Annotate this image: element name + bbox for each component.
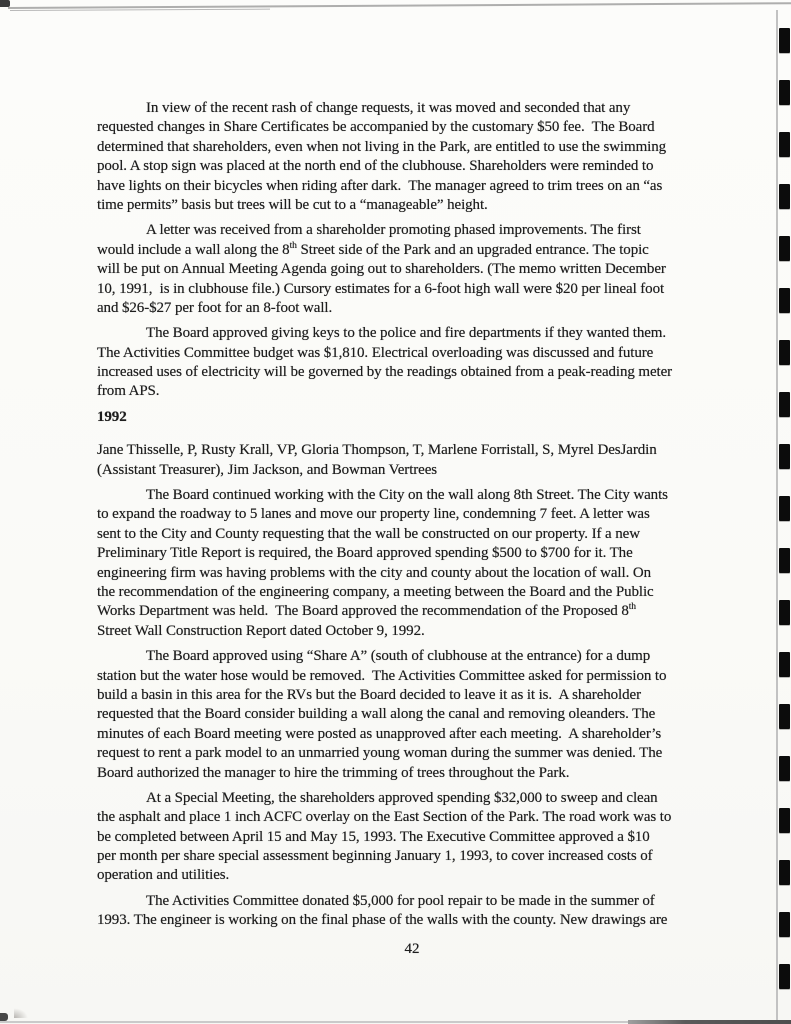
text-line: 10, 1991, is in clubhouse file.) Cursory estimates for a 6-foot high wall were $20 per lineal foot bbox=[97, 280, 665, 297]
text-line: Jane Thisselle, P, Rusty Krall, VP, Gloria Thompson, T, Marlene Forristall, S, Myrel DesJardin bbox=[97, 442, 657, 459]
paragraph bbox=[97, 647, 757, 783]
text-line: increased uses of electricity will be governed by the readings obtained from a peak-reading meter bbox=[97, 364, 673, 381]
text-line: operation and utilities. bbox=[97, 867, 230, 884]
text-line: determined that shareholders, even when not living in the Park, are entitled to use the swimming bbox=[97, 138, 667, 155]
text-line: The Board approved giving keys to the police and fire departments if they wanted them. bbox=[146, 325, 666, 342]
paragraph bbox=[97, 99, 757, 215]
binding-mark bbox=[779, 704, 790, 729]
binding-mark bbox=[779, 28, 790, 53]
text-line: Preliminary Title Report is required, the Board approved spending $500 to $700 for it. The bbox=[97, 545, 633, 562]
text-line: (Assistant Treasurer), Jim Jackson, and Bowman Vertrees bbox=[97, 461, 438, 478]
text-line: Works Department was held. The Board approved the recommendation of the Proposed 8th bbox=[97, 602, 636, 620]
text-line: minutes of each Board meeting were posted as unapproved after each meeting. A shareholder’s bbox=[97, 725, 662, 742]
binding-mark bbox=[779, 80, 790, 105]
text-line: the recommendation of the engineering company, a meeting between the Board and the Public bbox=[97, 583, 654, 600]
text-line: will be put on Annual Meeting Agenda going out to shareholders. (The memo written December bbox=[97, 261, 666, 278]
binding-mark bbox=[779, 860, 790, 885]
text-line: time permits” basis but trees will be cut to a “manageable” height. bbox=[97, 196, 488, 213]
text-line: 1993. The engineer is working on the final phase of the walls with the county. New drawings are bbox=[97, 912, 668, 929]
binding-mark bbox=[779, 808, 790, 833]
binding-mark bbox=[779, 444, 790, 469]
binding-mark bbox=[779, 236, 790, 261]
binding-mark bbox=[779, 652, 790, 677]
binding-mark bbox=[779, 964, 790, 989]
text-line: have lights on their bicycles when riding after dark. The manager agreed to trim trees on an “as bbox=[97, 177, 663, 194]
text-line: request to rent a park model to an unmarried young woman during the summer was denied. The bbox=[97, 745, 663, 762]
paragraph bbox=[97, 892, 757, 931]
text-line: A letter was received from a shareholder promoting phased improvements. The first bbox=[146, 222, 641, 239]
ordinal-superscript: th bbox=[289, 240, 297, 251]
binding-mark bbox=[779, 600, 790, 625]
paragraph bbox=[97, 789, 757, 886]
binding-mark bbox=[779, 288, 790, 313]
text-line: Street Wall Construction Report dated October 9, 1992. bbox=[97, 622, 425, 639]
binding-mark bbox=[779, 132, 790, 157]
text-line: station but the water hose would be removed. The Activities Committee asked for permission to bbox=[97, 667, 667, 684]
text-line: In view of the recent rash of change requests, it was moved and seconded that any bbox=[146, 100, 631, 116]
text-line: would include a wall along the 8th Street side of the Park and an upgraded entrance. The topic bbox=[97, 240, 649, 258]
text-line: 1992 bbox=[97, 408, 127, 425]
text-line: engineering firm was having problems with the city and county about the location of wall. On bbox=[97, 564, 651, 581]
paragraph bbox=[97, 486, 757, 641]
binding-mark bbox=[779, 392, 790, 417]
text-line: pool. A stop sign was placed at the north end of the clubhouse. Shareholders were reminded to bbox=[97, 158, 654, 175]
binding-mark bbox=[779, 184, 790, 209]
text-line: to expand the roadway to 5 lanes and move our property line, condemning 7 feet. A letter was bbox=[97, 506, 650, 523]
text-line: The Board continued working with the City on the wall along 8th Street. The City wants bbox=[146, 487, 668, 504]
scan-artifact-bottom-left-mark bbox=[0, 1013, 8, 1021]
text-line: per month per share special assessment beginning January 1, 1993, to cover increased costs of bbox=[97, 848, 653, 865]
text-line: from APS. bbox=[97, 383, 160, 400]
paragraph bbox=[97, 441, 757, 480]
binding-mark bbox=[779, 756, 790, 781]
binding-mark bbox=[779, 496, 790, 521]
document-blocks bbox=[97, 99, 757, 937]
scan-artifact-top-edge-line bbox=[8, 2, 791, 8]
scan-artifact-top-left-mark bbox=[0, 0, 10, 7]
ordinal-superscript: th bbox=[628, 602, 636, 613]
paragraph bbox=[97, 221, 757, 318]
text-line: requested that the Board consider building a wall along the canal and removing oleanders. The bbox=[97, 706, 656, 723]
section-heading bbox=[97, 408, 757, 427]
scan-artifact-bottom-left-smudge bbox=[14, 1008, 28, 1018]
paragraph bbox=[97, 324, 757, 402]
binding-mark bbox=[779, 548, 790, 573]
text-line: The Activities Committee donated $5,000 for pool repair to be made in the summer of bbox=[146, 892, 655, 909]
text-line: At a Special Meeting, the shareholders approved spending $32,000 to sweep and clean bbox=[146, 789, 658, 806]
scan-artifact-bottom-right-bar bbox=[628, 1020, 791, 1024]
text-line: The Board approved using “Share A” (south of clubhouse at the entrance) for a dump bbox=[146, 648, 651, 665]
binding-mark bbox=[779, 912, 790, 937]
text-line: The Activities Committee budget was $1,810. Electrical overloading was discussed and future bbox=[97, 344, 654, 361]
text-line: be completed between April 15 and May 15, 1993. The Executive Committee approved a $10 bbox=[97, 828, 650, 845]
scan-artifact-binding-edge-line bbox=[776, 10, 778, 1024]
page-number: 42 bbox=[404, 941, 420, 957]
text-line: the asphalt and place 1 inch ACFC overlay on the East Section of the Park. The road work was to bbox=[97, 809, 672, 826]
text-line: sent to the City and County requesting that the wall be constructed on our property. If a new bbox=[97, 525, 640, 542]
text-line: build a basin in this area for the RVs but the Board decided to leave it as it is. A shareholder bbox=[97, 686, 641, 703]
text-line: and $26-$27 per foot for an 8-foot wall. bbox=[97, 299, 333, 316]
text-line: Board authorized the manager to hire the trimming of trees throughout the Park. bbox=[97, 764, 570, 781]
text-line: requested changes in Share Certificates be accompanied by the customary $50 fee. The Board bbox=[97, 119, 655, 136]
scan-artifact-top-edge-line-secondary bbox=[10, 9, 270, 11]
binding-mark bbox=[779, 340, 790, 365]
